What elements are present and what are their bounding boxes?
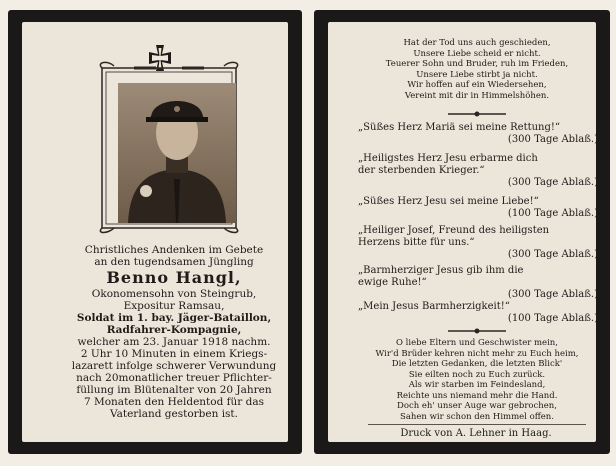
prayer-text: „Mein Jesus Barmherzigkeit!“ bbox=[358, 301, 510, 312]
verse-bottom-line: Wir'd Brüder kehren nicht mehr zu Euch heim, bbox=[375, 348, 579, 359]
verse-bottom-line: O liebe Eltern und Geschwister mein, bbox=[396, 338, 558, 348]
printer-separator bbox=[368, 424, 586, 425]
prayer-6 bbox=[358, 301, 598, 325]
verse-bottom-line: Sie eilten noch zu Euch zurück. bbox=[408, 369, 546, 380]
indulgence-note: (300 Tage Ablaß.) bbox=[507, 249, 598, 260]
dedication-line-1: Christliches Andenken im Gebete bbox=[84, 244, 264, 256]
verse-bottom-line: Sahen wir schon den Himmel offen. bbox=[400, 411, 554, 422]
indulgence-note: (300 Tage Ablaß.) bbox=[507, 177, 598, 188]
prayer-text: „Süßes Herz Jesu sei meine Liebe!“ bbox=[358, 196, 539, 207]
prayer-3 bbox=[358, 196, 598, 220]
prayer-2 bbox=[358, 153, 598, 189]
verse-top bbox=[358, 38, 596, 101]
deceased-name: Benno Hangl, bbox=[106, 268, 242, 287]
memorial-card-front bbox=[8, 10, 302, 454]
verse-bottom-line: Als wir starben im Feindesland, bbox=[408, 380, 546, 390]
verse-bottom bbox=[358, 338, 596, 422]
prayer-text: Herzens bitte für uns.“ bbox=[358, 237, 475, 248]
death-text-line-3: lazarett infolge schwerer Verwundung bbox=[71, 360, 277, 372]
verse-top-line: Hat der Tod uns auch geschieden, bbox=[403, 38, 551, 48]
origin-line: Okonomensohn von Steingrub, bbox=[91, 288, 257, 300]
parish-line: Expositur Ramsau, bbox=[123, 300, 225, 312]
death-text-line-6: 7 Monaten den Heldentod für das bbox=[83, 396, 265, 408]
card-back-paper bbox=[328, 22, 596, 442]
prayer-5 bbox=[358, 265, 598, 301]
indulgence-note: (100 Tage Ablaß.) bbox=[507, 208, 598, 219]
indulgence-note: (300 Tage Ablaß.) bbox=[507, 289, 598, 300]
card-front-paper bbox=[22, 22, 288, 442]
prayer-text: „Heiligstes Herz Jesu erbarme dich bbox=[358, 153, 538, 164]
verse-top-line: Teuerer Sohn und Bruder, ruh im Frieden, bbox=[385, 59, 569, 69]
prayer-text: „Barmherziger Jesus gib ihm die bbox=[358, 265, 524, 276]
death-text-line-1: welcher am 23. Januar 1918 nachm. bbox=[77, 336, 271, 348]
verse-bottom-line: Die letzten Gedanken, die letzten Blick' bbox=[391, 359, 563, 369]
verse-bottom-line: Reichte uns niemand mehr die Hand. bbox=[396, 390, 558, 401]
divider-ornament bbox=[448, 111, 506, 117]
verse-top-line: Wir hoffen auf ein Wiedersehen, bbox=[407, 80, 547, 90]
verse-top-line: Vereint mit dir in Himmelshöhen. bbox=[404, 90, 550, 101]
death-text-line-2: 2 Uhr 10 Minuten in einem Kriegs- bbox=[80, 348, 268, 360]
prayer-1 bbox=[358, 122, 598, 146]
soldier-portrait-photo bbox=[118, 83, 236, 223]
prayer-text: der sterbenden Krieger.“ bbox=[358, 165, 485, 176]
death-text-line-7: Vaterland gestorben ist. bbox=[110, 408, 238, 420]
death-text-line-4: nach 20monatlicher treuer Pflichter- bbox=[76, 372, 272, 384]
dedication-line-2: an den tugendsamen Jüngling bbox=[94, 256, 254, 268]
verse-top-line: Unsere Liebe stirbt ja nicht. bbox=[416, 69, 538, 80]
prayer-text: ewige Ruhe!“ bbox=[358, 277, 427, 288]
company-line: Radfahrer-Kompagnie, bbox=[106, 324, 242, 336]
printer-imprint: Druck von A. Lehner in Haag. bbox=[400, 428, 552, 439]
prayer-text: „Heiliger Josef, Freund des heiligsten bbox=[358, 225, 550, 236]
death-text-line-5: füllung im Blütenalter von 20 Jahren bbox=[76, 384, 272, 396]
prayer-4 bbox=[358, 225, 598, 261]
unit-line: Soldat im 1. bay. Jäger-Bataillon, bbox=[76, 312, 272, 324]
divider-ornament bbox=[448, 328, 506, 334]
indulgence-note: (100 Tage Ablaß.) bbox=[507, 313, 598, 324]
indulgence-note: (300 Tage Ablaß.) bbox=[507, 134, 598, 145]
prayer-text: „Süßes Herz Mariä sei meine Rettung!“ bbox=[358, 122, 561, 133]
verse-bottom-line: Doch eh' unser Auge war gebrochen, bbox=[397, 401, 557, 411]
verse-top-line: Unsere Liebe scheid er nicht. bbox=[413, 48, 541, 59]
memorial-card-back bbox=[314, 10, 610, 454]
